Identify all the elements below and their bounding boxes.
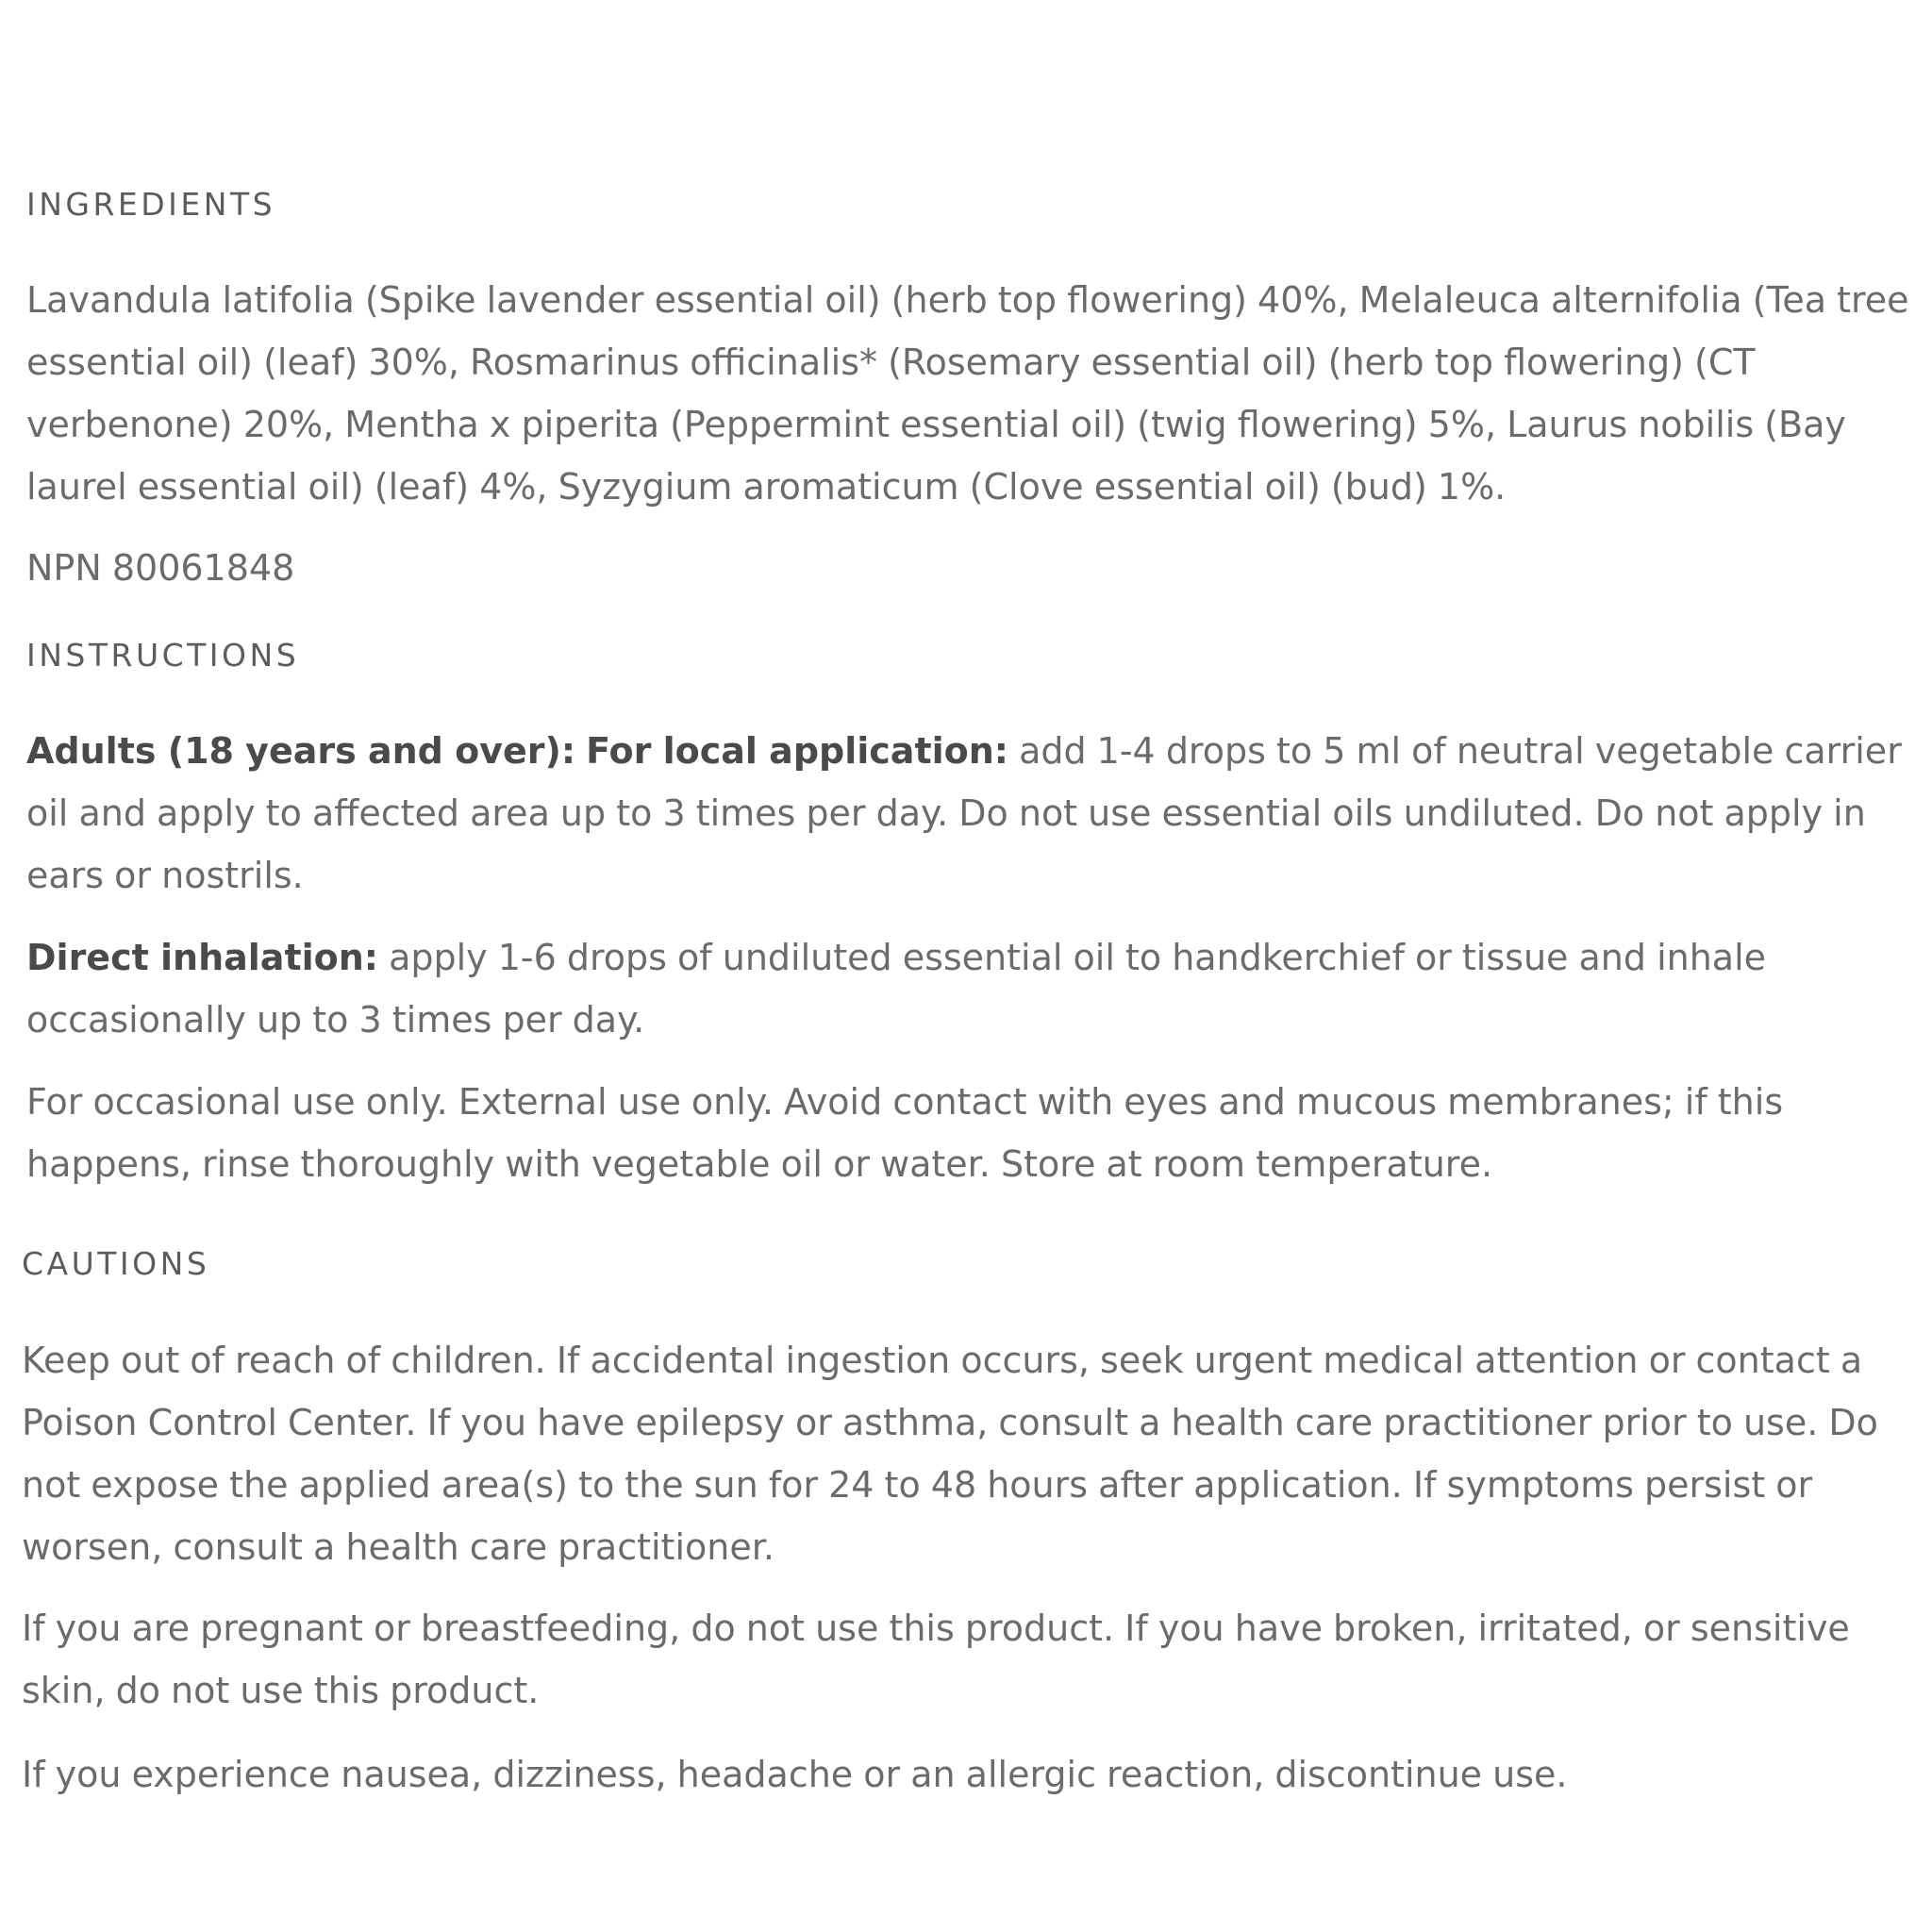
usage-notes: For occasional use only. External use only. Avoid contact with eyes and mucous membranes; if this happens, rinse thoroughly with vegetable oil or water. Store at room temperature.: [26, 1081, 1784, 1185]
inhalation-label: Direct inhalation:: [26, 937, 378, 978]
instructions-heading: INSTRUCTIONS: [26, 637, 300, 674]
local-application-label: For local application:: [586, 730, 1008, 772]
adults-label: Adults (18 years and over):: [26, 730, 576, 772]
ingredients-list: Lavandula latifolia (Spike lavender essential oil) (herb top flowering) 40%, Melaleuca alternifolia (Tea tree essential oil) (leaf) 30%, Rosmarinus officinalis* (Rosemary essential oil) (herb top flowering) (CT verbenone) 20%, Mentha x piperita (Peppermint essential oil) (twig flowering) 5%, Laurus nobilis (Bay laurel essential oil) (leaf) 4%, Syzygium aromaticum (Clove essential oil) (bud) 1%.: [26, 279, 1909, 508]
local-application-instructions: [26, 720, 1913, 907]
ingredients-heading: INGREDIENTS: [26, 186, 276, 223]
cautions-paragraph-2: If you are pregnant or breastfeeding, do not use this product. If you have broken, irritated, or sensitive skin, do not use this product.: [22, 1607, 1850, 1711]
cautions-paragraph-1: Keep out of reach of children. If accidental ingestion occurs, seek urgent medical attention or contact a Poison Control Center. If you have epilepsy or asthma, consult a health care practitioner prior to use. Do not expose the applied area(s) to the sun for 24 to 48 hours after application. If symptoms persist or worsen, consult a health care practitioner.: [22, 1340, 1878, 1568]
inhalation-text: apply 1-6 drops of undiluted essential oil to handkerchief or tissue and inhale occasionally up to 3 times per day.: [26, 937, 1767, 1041]
cautions-paragraph-3: If you experience nausea, dizziness, headache or an allergic reaction, discontinue use.: [22, 1754, 1568, 1795]
npn-number: NPN 80061848: [26, 547, 295, 589]
inhalation-instructions: [26, 926, 1913, 1051]
local-application-text: add 1-4 drops to 5 ml of neutral vegetable carrier oil and apply to affected area up to 3 times per day. Do not use essential oils undiluted. Do not apply in ears or nostrils.: [26, 730, 1902, 896]
cautions-heading: CAUTIONS: [22, 1245, 210, 1282]
